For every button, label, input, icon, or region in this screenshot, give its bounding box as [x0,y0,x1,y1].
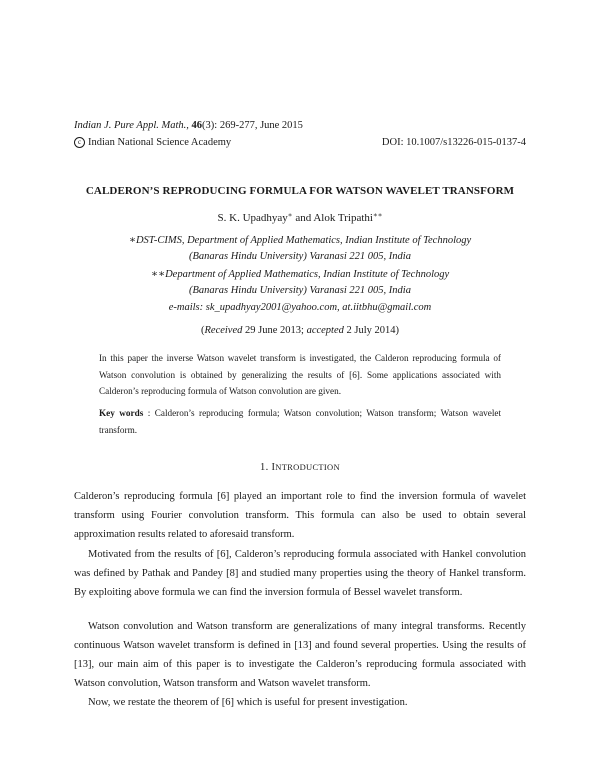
section-name: NTRODUCTION [275,462,340,472]
abstract: In this paper the inverse Watson wavelet transform is investigated, the Calderon reproducing formula of Watson convolution is obtained by generalizing the results of [6]. Some applications associated with Calderon’s reproducing formula of Watson convolution are given. [99,353,501,396]
journal-volume: 46 [191,120,203,131]
accepted-label: accepted [306,325,344,336]
doi: DOI: 10.1007/s13226-015-0137-4 [381,137,526,148]
received-open: ( [201,325,205,336]
publisher-name: Indian National Science Academy [88,137,232,148]
author-2-mark: ∗∗ [372,211,383,219]
copyright-icon: c [74,137,85,148]
author-1: S. K. Upadhyay [217,212,288,224]
section-heading [0,462,600,473]
received-label: Received [204,325,243,336]
affiliation-line-3: ∗∗Department of Applied Mathematics, Indian Institute of Technology [150,269,450,280]
affiliation-line-2: (Banaras Hindu University) Varanasi 221 005, India [189,251,411,262]
paragraph-2: Motivated from the results of [6], Calderon’s reproducing formula associated with Hankel convolution was defined by Pathak and Pandey [8] and studied many properties using the theory of Hankel transform. By exploiting above formula we can find the inversion formula of Bessel wavelet transform. [74,549,526,598]
author-conjunction: and [292,212,314,224]
received-date: 29 June 2013; [242,325,307,336]
paragraph-3: Watson convolution and Watson transform are generalizations of many integral transforms. Recently continuous Watson wavelet transform is defined in [13] and found several properties. Using the results of [13], our main aim of this paper is to investigate the Calderon’s reproducing formula associated with Watson convolution, Watson transform and Watson wavelet transform. [74,621,526,689]
paragraph-1: Calderon’s reproducing formula [6] played an important role to find the inversion formula of wavelet transform using Fourier convolution transform. This formula can also be used to obtain several approximation results related to aforesaid transform. [74,491,526,540]
publisher-info [74,137,231,148]
publisher-row [74,137,526,148]
keywords-text: : Calderon’s reproducing formula; Watson convolution; Watson transform; Watson wavelet transform. [99,408,502,435]
email-line: e-mails: sk_upadhyay2001@yahoo.com, at.iitbhu@gmail.com [168,302,432,313]
keywords-label: Key words [99,408,144,418]
journal-issue-pages: (3): 269-277, June 2015 [202,120,303,131]
author-2: Alok Tripathi [313,212,373,224]
author-line [0,211,600,224]
affiliation-line-1: ∗DST-CIMS, Department of Applied Mathematics, Indian Institute of Technology [128,235,472,246]
accepted-date: 2 July 2014) [343,325,399,336]
affiliation-line-4: (Banaras Hindu University) Varanasi 221 005, India [189,285,411,296]
journal-citation [74,120,303,131]
paper-title: CALDERON’S REPRODUCING FORMULA FOR WATSON WAVELET TRANSFORM [85,185,515,197]
section-number: 1. I [260,462,276,473]
paragraph-4: Now, we restate the theorem of [6] which is useful for present investigation. [88,697,408,708]
received-dates [0,325,600,336]
author-1-mark: ∗ [287,211,293,219]
journal-name: Indian J. Pure Appl. Math., [74,120,189,131]
keywords [99,405,501,438]
